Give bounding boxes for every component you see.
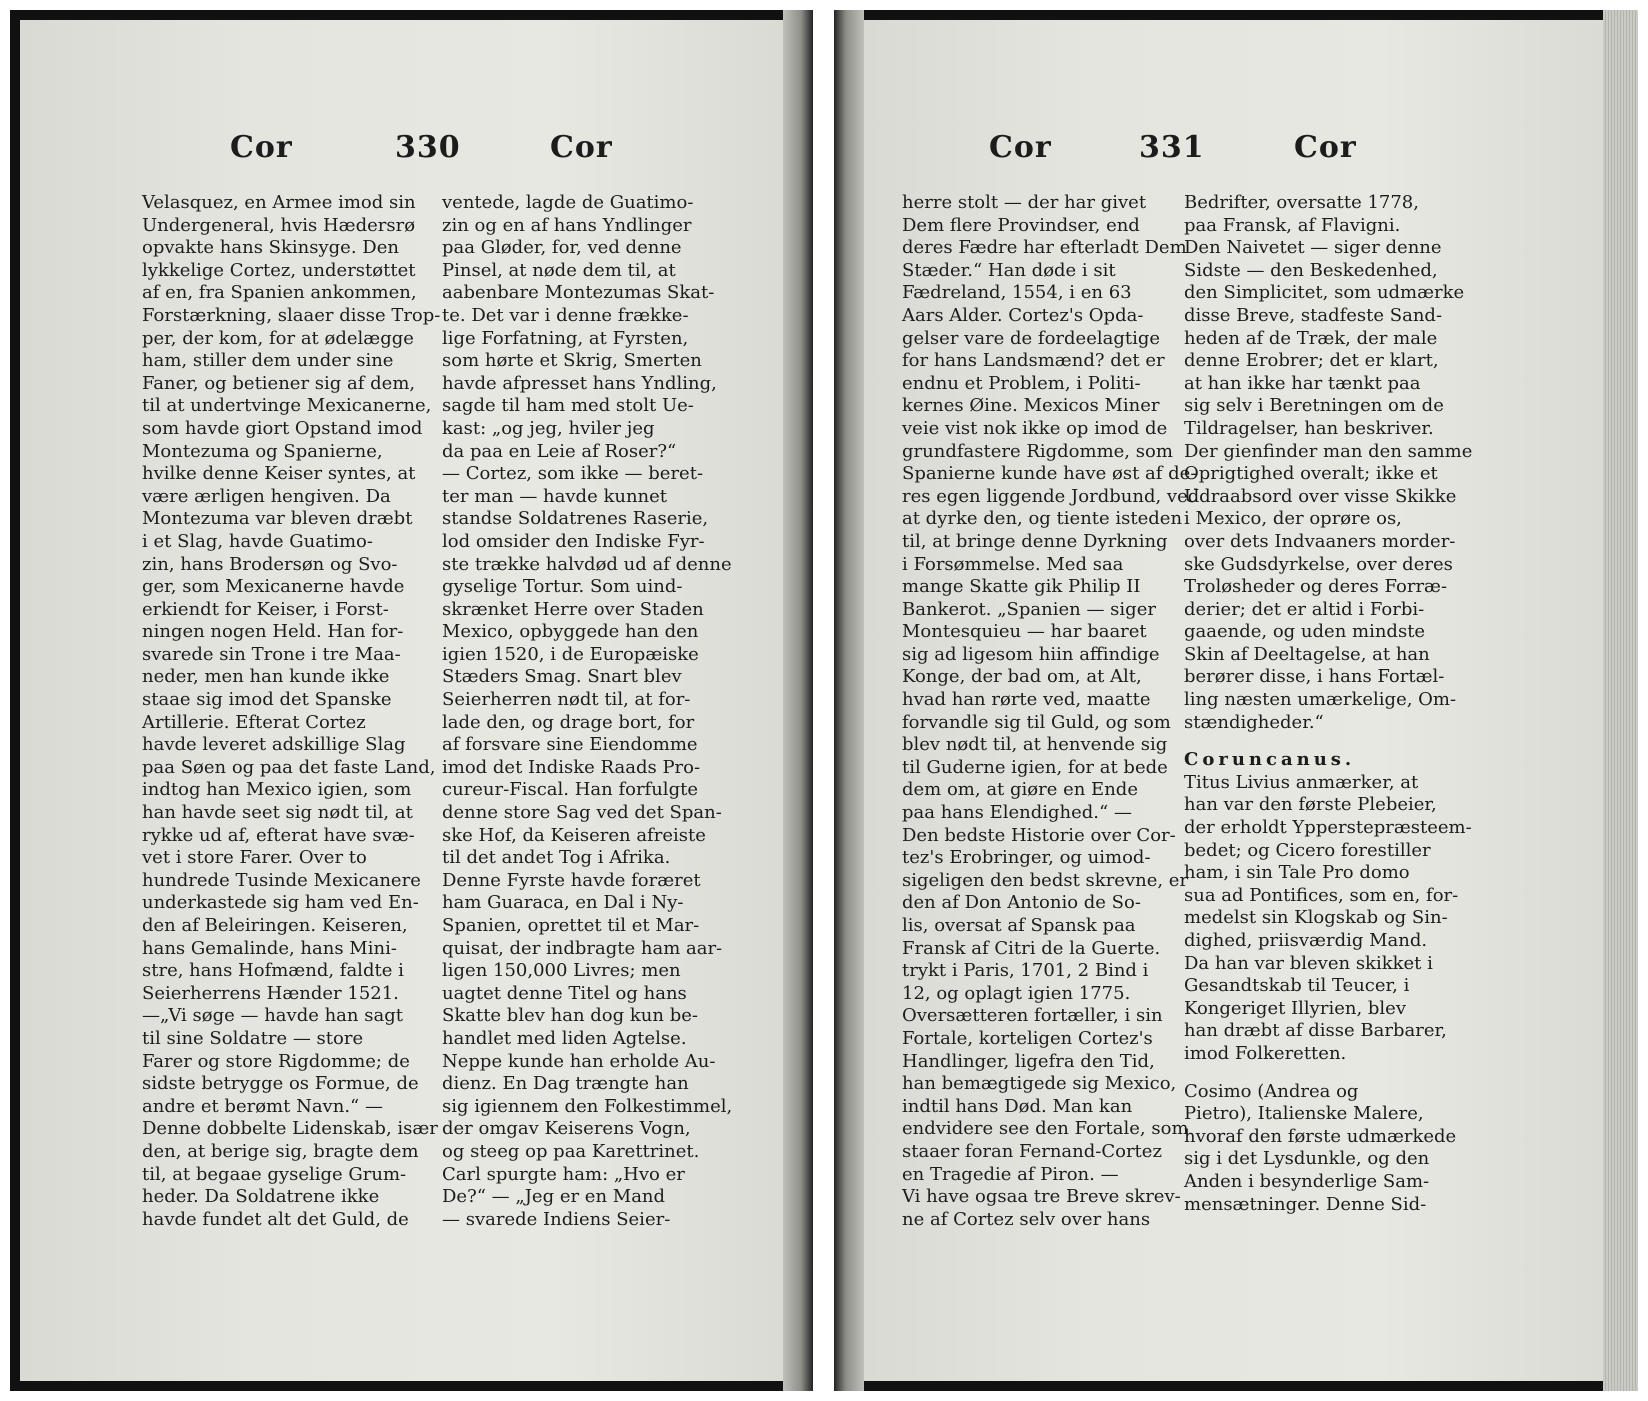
left-col1-line: underkastede sig ham ved En- [142, 892, 419, 914]
left-col1-line: ningen nogen Held. Han for- [142, 621, 404, 643]
right-col2-line: Sidste — den Beskedenhed, [1184, 259, 1438, 281]
left-col1-line: han havde seet sig nødt til, at [142, 802, 413, 824]
right-col1-line: herre stolt — der har givet [902, 192, 1147, 213]
left-col2-line: kast: „og jeg, hviler jeg [442, 417, 655, 439]
right-page-number: 331 [1139, 130, 1205, 165]
left-col2-line: lod omsider den Indiske Fyr- [442, 530, 705, 552]
right-col1-line: 12, og oplagt igien 1775. [902, 982, 1131, 1004]
right-col1-line: Bankerot. „Spanien — siger [902, 598, 1156, 620]
right-col1-line: Aars Alder. Cortez's Opda- [902, 304, 1144, 326]
right-col1-line: til, at bringe denne Dyrkning [902, 530, 1168, 552]
left-col2-line: Pinsel, at nøde dem til, at [442, 259, 676, 281]
right-col1-line: i Forsømmelse. Med saa [902, 553, 1124, 575]
right-col1-line: til Guderne igien, for at bede [902, 756, 1168, 778]
book-gutter-left [783, 10, 813, 1391]
left-col2-line: ste trække halvdød ud af denne [442, 553, 732, 575]
right-col1-line: Vi have ogsaa tre Breve skrev- [902, 1186, 1181, 1208]
right-page-header-right-word: Cor [1294, 130, 1357, 165]
left-col2-line: Carl spurgte ham: „Hvo er [442, 1163, 685, 1185]
right-col1-line: en Tragedie af Piron. — [902, 1163, 1119, 1185]
right-col1-line: Fædreland, 1554, i en 63 [902, 282, 1132, 304]
right-col2-line: paa Fransk, af Flavigni. [1184, 214, 1401, 236]
right-col2-line: Der gienfinder man den samme [1184, 440, 1473, 462]
left-col2-line: ligen 150,000 Livres; men [442, 960, 681, 982]
left-col1-line: lykkelige Cortez, understøttet [142, 259, 416, 281]
right-col1-line: paa hans Elendighed.“ — [902, 802, 1132, 824]
right-col1-line: for hans Landsmænd? det er [902, 350, 1165, 372]
page-edges [1603, 10, 1638, 1391]
right-col1-line: indtil hans Død. Man kan [902, 1095, 1133, 1117]
right-col2-line: Udraabsord over visse Skikke [1184, 485, 1457, 507]
left-page-header [20, 130, 783, 170]
right-col1-line: sigeligen den bedst skrevne, er [902, 869, 1189, 891]
left-col2-line: ventede, lagde de Guatimo- [442, 192, 694, 213]
left-col1-line: Denne dobbelte Lidenskab, især [142, 1118, 438, 1140]
left-col1-line: til, at begaae gyselige Grum- [142, 1163, 407, 1185]
right-col1-line: Spanierne kunde have øst af de- [902, 463, 1197, 485]
right-col1-line: at dyrke den, og tiente isteden [902, 508, 1183, 530]
left-col1-line: vet i store Farer. Over to [142, 847, 367, 869]
right-col1-line: ne af Cortez selv over hans [902, 1208, 1151, 1230]
left-col2-line: skrænket Herre over Staden [442, 598, 704, 620]
right-col1-line: Handlinger, ligefra den Tid, [902, 1050, 1155, 1072]
left-col2-line: sig igiennem den Folkestimmel, [442, 1095, 733, 1117]
right-col1-line: trykt i Paris, 1701, 2 Bind i [902, 960, 1149, 982]
left-col1-line: være ærligen hengiven. Da [142, 485, 391, 507]
right-col2-line: disse Breve, stadfeste Sand- [1184, 304, 1443, 326]
right-page-panel [834, 10, 1638, 1391]
left-page-header-right-word: Cor [550, 130, 613, 165]
right-col2-line: medelst sin Klogskab og Sin- [1184, 907, 1448, 929]
right-col2-line: Troløsheder og deres Forræ- [1184, 576, 1448, 598]
book-gutter-right [834, 10, 864, 1391]
right-col2-line: Pietro), Italienske Malere, [1184, 1103, 1424, 1125]
left-col2-line: ham Guaraca, en Dal i Ny- [442, 892, 684, 914]
right-col1-line: endnu et Problem, i Politi- [902, 372, 1141, 394]
left-col1-line: til at undertvinge Mexicanerne, [142, 395, 432, 417]
left-col2-line: De?“ — „Jeg er en Mand [442, 1186, 666, 1208]
right-col2-line: stændigheder.“ [1184, 711, 1324, 733]
right-col1-line: tez's Erobringer, og uimod- [902, 847, 1151, 869]
left-col1-line: havde leveret adskillige Slag [142, 734, 406, 756]
left-col2-line: igien 1520, i de Europæiske [442, 643, 699, 665]
left-col1-line: Faner, og betiener sig af dem, [142, 372, 416, 394]
right-col2-line [1184, 734, 1472, 749]
left-page-panel [10, 10, 813, 1391]
right-page-header [864, 130, 1603, 170]
right-col1-line: staaer foran Fernand-Cortez [902, 1140, 1162, 1162]
left-col1-line: opvakte hans Skinsyge. Den [142, 237, 399, 259]
right-col2-line: sig selv i Beretningen om de [1184, 395, 1444, 417]
left-col1-line: hundrede Tusinde Mexicanere [142, 869, 421, 891]
left-col2-line: havde afpresset hans Yndling, [442, 372, 717, 394]
left-col2-line: gyselige Tortur. Som uind- [442, 576, 683, 598]
right-col1-line: den af Don Antonio de So- [902, 892, 1141, 914]
left-col1-line: svarede sin Trone i tre Maa- [142, 643, 401, 665]
right-col2-line: hvoraf den første udmærkede [1184, 1125, 1457, 1147]
right-col2-line: ham, i sin Tale Pro domo [1184, 862, 1410, 884]
left-col1-line: paa Søen og paa det faste Land, [142, 756, 436, 778]
right-col1-line: Den bedste Historie over Cor- [902, 824, 1176, 846]
right-page-column-1 [902, 192, 1199, 1231]
right-col2-line: heden af de Træk, der male [1184, 327, 1438, 349]
right-col2-line: Skin af Deeltagelse, at han [1184, 643, 1430, 665]
left-col1-line: den, at berige sig, bragte dem [142, 1140, 419, 1162]
right-col1-line: Konge, der bad om, at Alt, [902, 666, 1142, 688]
left-col1-line: andre et berømt Navn.“ — [142, 1095, 383, 1117]
right-col2-line: bedet; og Cicero forestiller [1184, 839, 1431, 861]
left-col2-line: standse Soldatrenes Raserie, [442, 508, 709, 530]
left-col2-line: dienz. En Dag trængte han [442, 1073, 689, 1095]
left-col2-line: sagde til ham med stolt Ue- [442, 395, 694, 417]
right-col1-line: Dem flere Provindser, end [902, 214, 1140, 236]
left-col1-line: heder. Da Soldatrene ikke [142, 1186, 380, 1208]
left-col1-line: —„Vi søge — havde han sagt [142, 1005, 403, 1027]
right-col2-line: Titus Livius anmærker, at [1184, 771, 1419, 793]
right-col1-line: blev nødt til, at henvende sig [902, 734, 1168, 756]
left-col1-line: Montezuma var bleven dræbt [142, 508, 413, 530]
right-col2-line: han var den første Plebeier, [1184, 794, 1437, 816]
right-col2-line: Oprigtighed overalt; ikke et [1184, 463, 1438, 485]
right-col1-line: Fortale, korteligen Cortez's [902, 1027, 1153, 1049]
left-col1-line: Artillerie. Efterat Cortez [142, 711, 366, 733]
left-col2-line: te. Det var i denne frække- [442, 304, 689, 326]
right-col2-line: sig i det Lysdunkle, og den [1184, 1148, 1430, 1170]
left-col2-line: da paa en Leie af Roser?“ [442, 440, 677, 462]
right-col2-line: Da han var bleven skikket i [1184, 952, 1433, 974]
left-col2-line: lade den, og drage bort, for [442, 711, 695, 733]
right-col2-line: den Simplicitet, som udmærke [1184, 282, 1465, 304]
right-col2-line [1184, 1066, 1472, 1081]
right-col2-line: Anden i besynderlige Sam- [1184, 1170, 1430, 1192]
left-col1-line: af en, fra Spanien ankommen, [142, 282, 417, 304]
right-col1-line: hvad han rørte ved, maatte [902, 689, 1151, 711]
left-col1-line: stre, hans Hofmænd, faldte i [142, 960, 404, 982]
right-col1-line: Fransk af Citri de la Guerte. [902, 937, 1161, 959]
left-col1-line: sidste betrygge os Formue, de [142, 1073, 419, 1095]
right-page [864, 20, 1603, 1381]
right-col1-line: Montesquieu — har baaret [902, 621, 1147, 643]
right-col1-line: kernes Øine. Mexicos Miner [902, 395, 1160, 417]
left-col2-line: Stæders Smag. Snart blev [442, 666, 682, 688]
left-col1-line: per, der kom, for at ødelægge [142, 327, 414, 349]
left-col1-line: Forstærkning, slaaer disse Trop- [142, 304, 441, 326]
left-col2-line: denne store Sag ved det Span- [442, 802, 722, 824]
right-col2-line: Gesandtskab til Teucer, i [1184, 975, 1410, 997]
right-col1-line: han bemægtigede sig Mexico, [902, 1073, 1177, 1095]
right-col2-line: berører disse, i hans Fortæl- [1184, 666, 1445, 688]
left-col2-line: og steeg op paa Karettrinet. [442, 1140, 700, 1162]
right-col2-line: ling næsten umærkelige, Om- [1184, 689, 1457, 711]
left-col1-line: hans Gemalinde, hans Mini- [142, 937, 397, 959]
left-col2-line: som hørte et Skrig, Smerten [442, 350, 702, 372]
right-col2-line: Den Naivetet — siger denne [1184, 237, 1442, 259]
right-col2-line: sua ad Pontifices, som en, for- [1184, 884, 1459, 906]
left-page-column-2 [442, 192, 732, 1231]
right-col1-line: lis, oversat af Spansk paa [902, 915, 1136, 936]
right-col2-line: han dræbt af disse Barbarer, [1184, 1020, 1447, 1042]
right-col2-line: Kongeriget Illyrien, blev [1184, 997, 1407, 1019]
left-col1-line: neder, men han kunde ikke [142, 666, 390, 688]
left-col1-line: Farer og store Rigdomme; de [142, 1050, 410, 1072]
left-col1-line: i et Slag, havde Guatimo- [142, 530, 373, 552]
left-col1-line: hvilke denne Keiser syntes, at [142, 463, 416, 485]
left-col2-line: lige Forfatning, at Fyrsten, [442, 327, 689, 349]
right-col2-line: denne Erobrer; det er klart, [1184, 350, 1439, 372]
left-col2-line: ske Hof, da Keiseren afreiste [442, 824, 706, 846]
right-col1-line: veie vist nok ikke op imod de [902, 417, 1168, 439]
left-col1-line: Velasquez, en Armee imod sin [142, 192, 416, 213]
right-page-column-2 [1184, 192, 1472, 1216]
left-col2-line: — Cortez, som ikke — beret- [442, 463, 704, 485]
right-col2-line: Bedrifter, oversatte 1778, [1184, 192, 1419, 213]
left-col1-line: Seierherrens Hænder 1521. [142, 982, 399, 1004]
left-col1-line: Montezuma og Spanierne, [142, 440, 383, 462]
right-col1-line: res egen liggende Jordbund, ved [902, 485, 1200, 507]
left-col1-line: som havde giort Opstand imod [142, 417, 423, 439]
right-col2-line: over dets Indvaaners morder- [1184, 530, 1456, 552]
left-col2-line: Spanien, oprettet til et Mar- [442, 915, 700, 936]
right-col1-line: Oversætteren fortæller, i sin [902, 1005, 1163, 1027]
left-col2-line: — svarede Indiens Seier- [442, 1208, 671, 1230]
left-col2-line: Skatte blev han dog kun be- [442, 1005, 698, 1027]
left-col2-line: imod det Indiske Raads Pro- [442, 756, 701, 778]
right-col2-line: der erholdt Ypperstepræsteem- [1184, 817, 1472, 839]
right-col1-line: endvidere see den Fortale, som [902, 1118, 1189, 1140]
left-col2-line: uagtet denne Titel og hans [442, 982, 687, 1004]
right-col2-line: imod Folkeretten. [1184, 1042, 1347, 1064]
left-col1-line: indtog han Mexico igien, som [142, 779, 412, 801]
left-col2-line: zin og en af hans Yndlinger [442, 214, 692, 236]
right-col1-line: forvandle sig til Guld, og som [902, 711, 1171, 733]
left-col2-line: quisat, der indbragte ham aar- [442, 937, 723, 959]
left-col1-line: Undergeneral, hvis Hædersrø [142, 214, 416, 236]
right-col1-line: Stæder.“ Han døde i sit [902, 259, 1116, 281]
left-col2-line: cureur-Fiscal. Han forfulgte [442, 779, 698, 801]
left-col2-line: Mexico, opbyggede han den [442, 621, 699, 643]
right-page-header-left-word: Cor [989, 130, 1052, 165]
left-col1-line: ger, som Mexicanerne havde [142, 576, 405, 598]
right-col2-line: gaaende, og uden mindste [1184, 621, 1426, 643]
left-col2-line: til det andet Tog i Afrika. [442, 847, 671, 869]
left-col1-line: havde fundet alt det Guld, de [142, 1208, 409, 1230]
left-col1-line: til sine Soldatre — store [142, 1027, 364, 1049]
right-col1-line: deres Fædre har efterladt Dem [902, 237, 1187, 259]
left-col1-line: zin, hans Brodersøn og Svo- [142, 553, 398, 575]
left-page-number: 330 [395, 130, 461, 165]
left-page [20, 20, 783, 1381]
left-col2-line: Denne Fyrste havde foræret [442, 869, 701, 891]
left-col2-line: handlet med liden Agtelse. [442, 1027, 687, 1049]
left-col1-line: ham, stiller dem under sine [142, 350, 394, 372]
entry-heading: Coruncanus. [1184, 749, 1356, 771]
left-col2-line: Seierherren nødt til, at for- [442, 689, 691, 711]
left-col2-line: Neppe kunde han erholde Au- [442, 1050, 716, 1072]
right-col1-line: dem om, at giøre en Ende [902, 779, 1138, 801]
right-col1-line: mange Skatte gik Philip II [902, 576, 1141, 598]
right-col2-line: derier; det er altid i Forbi- [1184, 598, 1425, 620]
right-col2-line: Cosimo (Andrea og [1184, 1080, 1359, 1102]
left-col2-line: ter man — havde kunnet [442, 485, 668, 507]
right-col1-line: grundfastere Rigdomme, som [902, 440, 1173, 462]
left-page-column-1 [142, 192, 440, 1231]
left-col2-line: der omgav Keiserens Vogn, [442, 1118, 691, 1140]
left-col2-line: aabenbare Montezumas Skat- [442, 282, 715, 304]
left-col2-line: af forsvare sine Eiendomme [442, 734, 698, 756]
left-page-header-left-word: Cor [230, 130, 293, 165]
right-col2-line: dighed, priisværdig Mand. [1184, 930, 1428, 951]
left-col2-line: paa Gløder, for, ved denne [442, 237, 682, 259]
right-col1-line: gelser vare de fordeelagtige [902, 327, 1161, 349]
left-col1-line: erkiendt for Keiser, i Forst- [142, 598, 389, 620]
right-col2-line: mensætninger. Denne Sid- [1184, 1193, 1427, 1215]
left-col1-line: staae sig imod det Spanske [142, 689, 392, 711]
right-col2-line: ske Gudsdyrkelse, over deres [1184, 553, 1453, 575]
right-col2-line: at han ikke har tænkt paa [1184, 372, 1421, 394]
right-col1-line: sig ad ligesom hiin affindige [902, 643, 1160, 665]
right-col2-line: i Mexico, der oprøre os, [1184, 508, 1402, 530]
left-col1-line: den af Beleiringen. Keiseren, [142, 915, 408, 936]
left-col1-line: rykke ud af, efterat have svæ- [142, 824, 415, 846]
right-col2-line: Tildragelser, han beskriver. [1184, 417, 1434, 439]
